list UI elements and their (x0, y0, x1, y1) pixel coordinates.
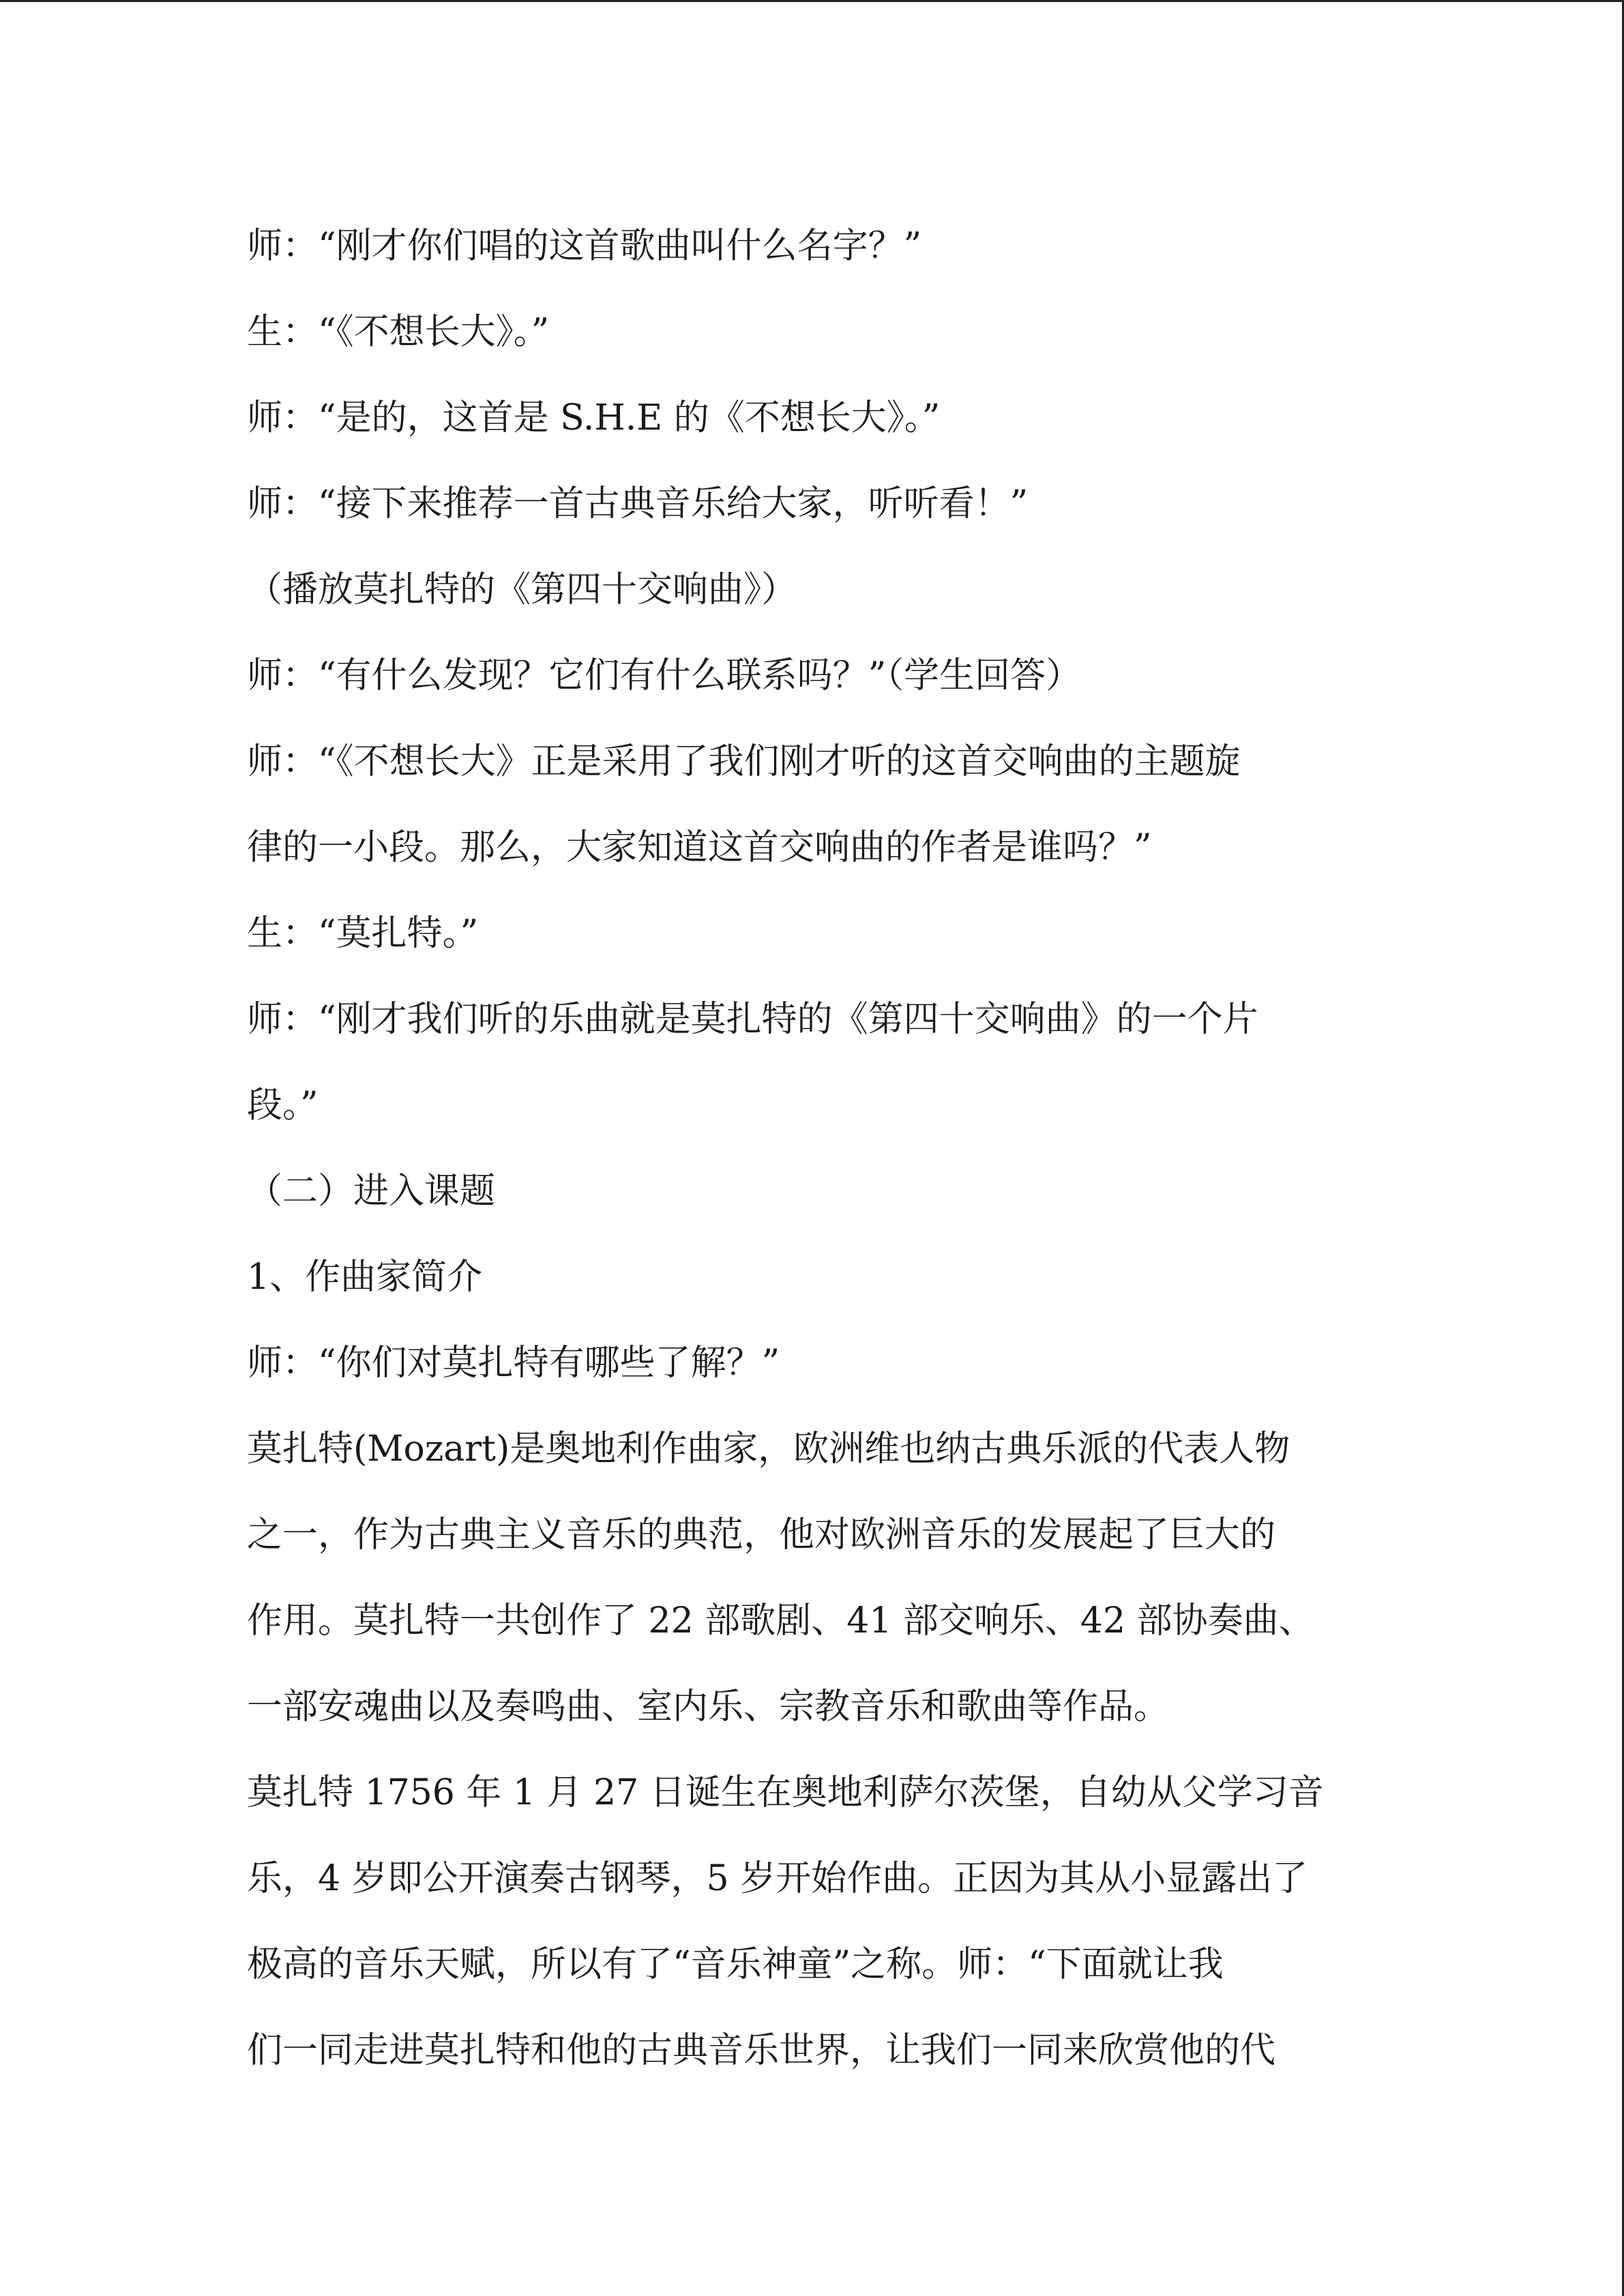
text-line: 师：“有什么发现？它们有什么联系吗？”（学生回答） (247, 655, 1082, 696)
text-line: 一部安魂曲以及奏鸣曲、室内乐、宗教音乐和歌曲等作品。 (247, 1686, 1170, 1727)
text-line: 们一同走进莫扎特和他的古典音乐世界，让我们一同来欣赏他的代 (247, 2030, 1276, 2071)
text-line: 莫扎特(Mozart)是奥地利作曲家，欧洲维也纳古典乐派的代表人物 (247, 1429, 1290, 1470)
section-heading: （二）进入课题 (247, 1171, 496, 1212)
text-line: 师：“刚才你们唱的这首歌曲叫什么名字？” (247, 226, 922, 267)
subsection-heading: 1、作曲家简介 (247, 1257, 483, 1298)
text-line: 之一，作为古典主义音乐的典范，他对欧洲音乐的发展起了巨大的 (247, 1515, 1276, 1555)
text-line: 极高的音乐天赋，所以有了“音乐神童”之称。师：“下面就让我 (247, 1944, 1224, 1985)
text-line: 莫扎特 1756 年 1 月 27 日诞生在奥地利萨尔茨堡，自幼从父学习音 (247, 1772, 1324, 1813)
text-line: 律的一小段。那么，大家知道这首交响曲的作者是谁吗？” (247, 827, 1152, 868)
text-line: 生：“莫扎特。” (247, 913, 479, 954)
text-line: 师：“你们对莫扎特有哪些了解？” (247, 1343, 780, 1384)
text-line: 师：“《不想长大》正是采用了我们刚才听的这首交响曲的主题旋 (247, 741, 1241, 782)
text-line: 师：“接下来推荐一首古典音乐给大家，听听看！” (247, 483, 1029, 524)
text-line: 师：“是的，这首是 S.H.E 的《不想长大》。” (247, 398, 941, 438)
text-line: 段。” (247, 1085, 319, 1126)
text-line: 作用。莫扎特一共创作了 22 部歌剧、41 部交响乐、42 部协奏曲、 (247, 1600, 1314, 1641)
document-body (247, 203, 1379, 2093)
text-line: 生：“《不想长大》。” (247, 312, 550, 353)
text-line: （播放莫扎特的《第四十交响曲》） (247, 569, 797, 610)
text-line: 师：“刚才我们听的乐曲就是莫扎特的《第四十交响曲》的一个片 (247, 999, 1258, 1040)
text-line: 乐，4 岁即公开演奏古钢琴，5 岁开始作曲。正因为其从小显露出了 (247, 1858, 1308, 1899)
